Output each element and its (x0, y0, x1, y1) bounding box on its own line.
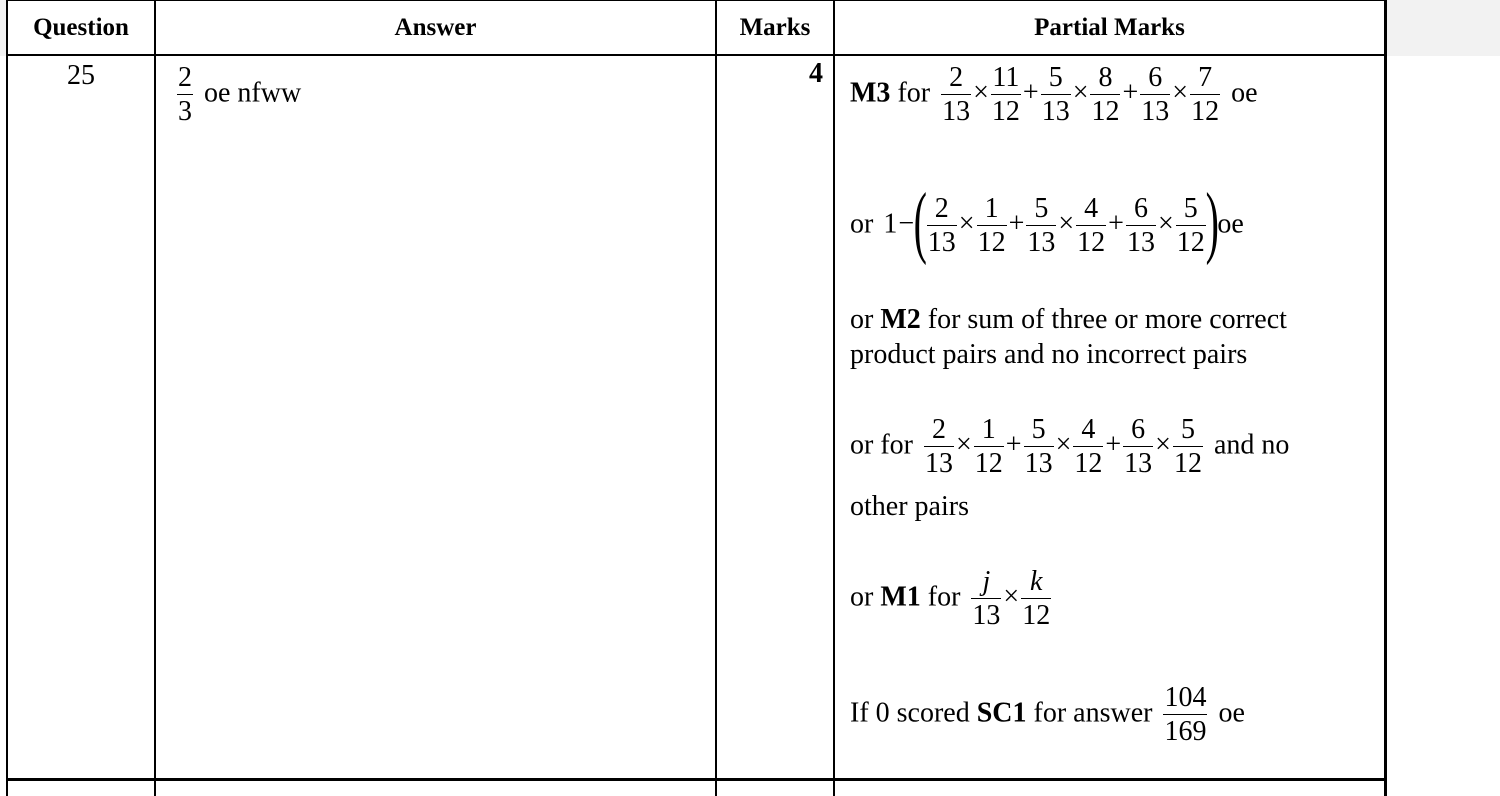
header-answer: Answer (156, 0, 715, 56)
col-border-left (6, 0, 8, 796)
col-border-answer (715, 0, 717, 796)
partial-alt2-line2: other pairs (850, 491, 969, 522)
table-top-border (6, 0, 1386, 1)
answer-cell (176, 64, 301, 126)
partial-sc1-line: If 0 scored SC1 for answer $\frac{104}{169}$ oe (850, 682, 1245, 747)
row-bottom-border (6, 778, 1386, 781)
header-partial-marks: Partial Marks (835, 0, 1384, 56)
partial-m3-line: M3 for $\frac{2}{13}$ × $\frac{11}{12}$ + $\frac{5}{13}$ × $\frac{8}{12}$ + $\frac{6}{13}$ × $\frac{7}{12}$ oe (850, 62, 1258, 127)
header-bottom-border (6, 54, 1386, 56)
question-number: 25 (67, 60, 95, 91)
answer-suffix: oe nfww (204, 77, 302, 109)
partial-alt1-line: or 1−( $\frac{2}{13}$ × $\frac{1}{12}$ + $\frac{5}{13}$ × $\frac{4}{12}$ + $\frac{6}{13}$ × $\frac{5}{12}$ )oe (850, 178, 1244, 266)
header-question: Question (8, 0, 154, 56)
col-border-question (154, 0, 156, 796)
partial-m1-line: or M1 for $\frac{j}{13}$ × $\frac{k}{12}$ (850, 566, 1051, 631)
col-border-marks (833, 0, 835, 796)
answer-fraction: $\frac{2}{3}$ (178, 62, 192, 127)
header-marks: Marks (717, 0, 833, 56)
partial-alt2-line: or for $\frac{2}{13}$ × $\frac{1}{12}$ + $\frac{5}{13}$ × $\frac{4}{12}$ + $\frac{6}{13}$ × $\frac{5}{12}$ and no (850, 414, 1290, 479)
col-border-right (1384, 0, 1387, 796)
right-paren: ) (1205, 178, 1219, 266)
partial-m2-line2: product pairs and no incorrect pairs (850, 339, 1248, 370)
left-paren: ( (913, 178, 928, 266)
marks-value: 4 (809, 58, 823, 89)
partial-m2-line1: or M2 for sum of three or more correct (850, 304, 1287, 335)
